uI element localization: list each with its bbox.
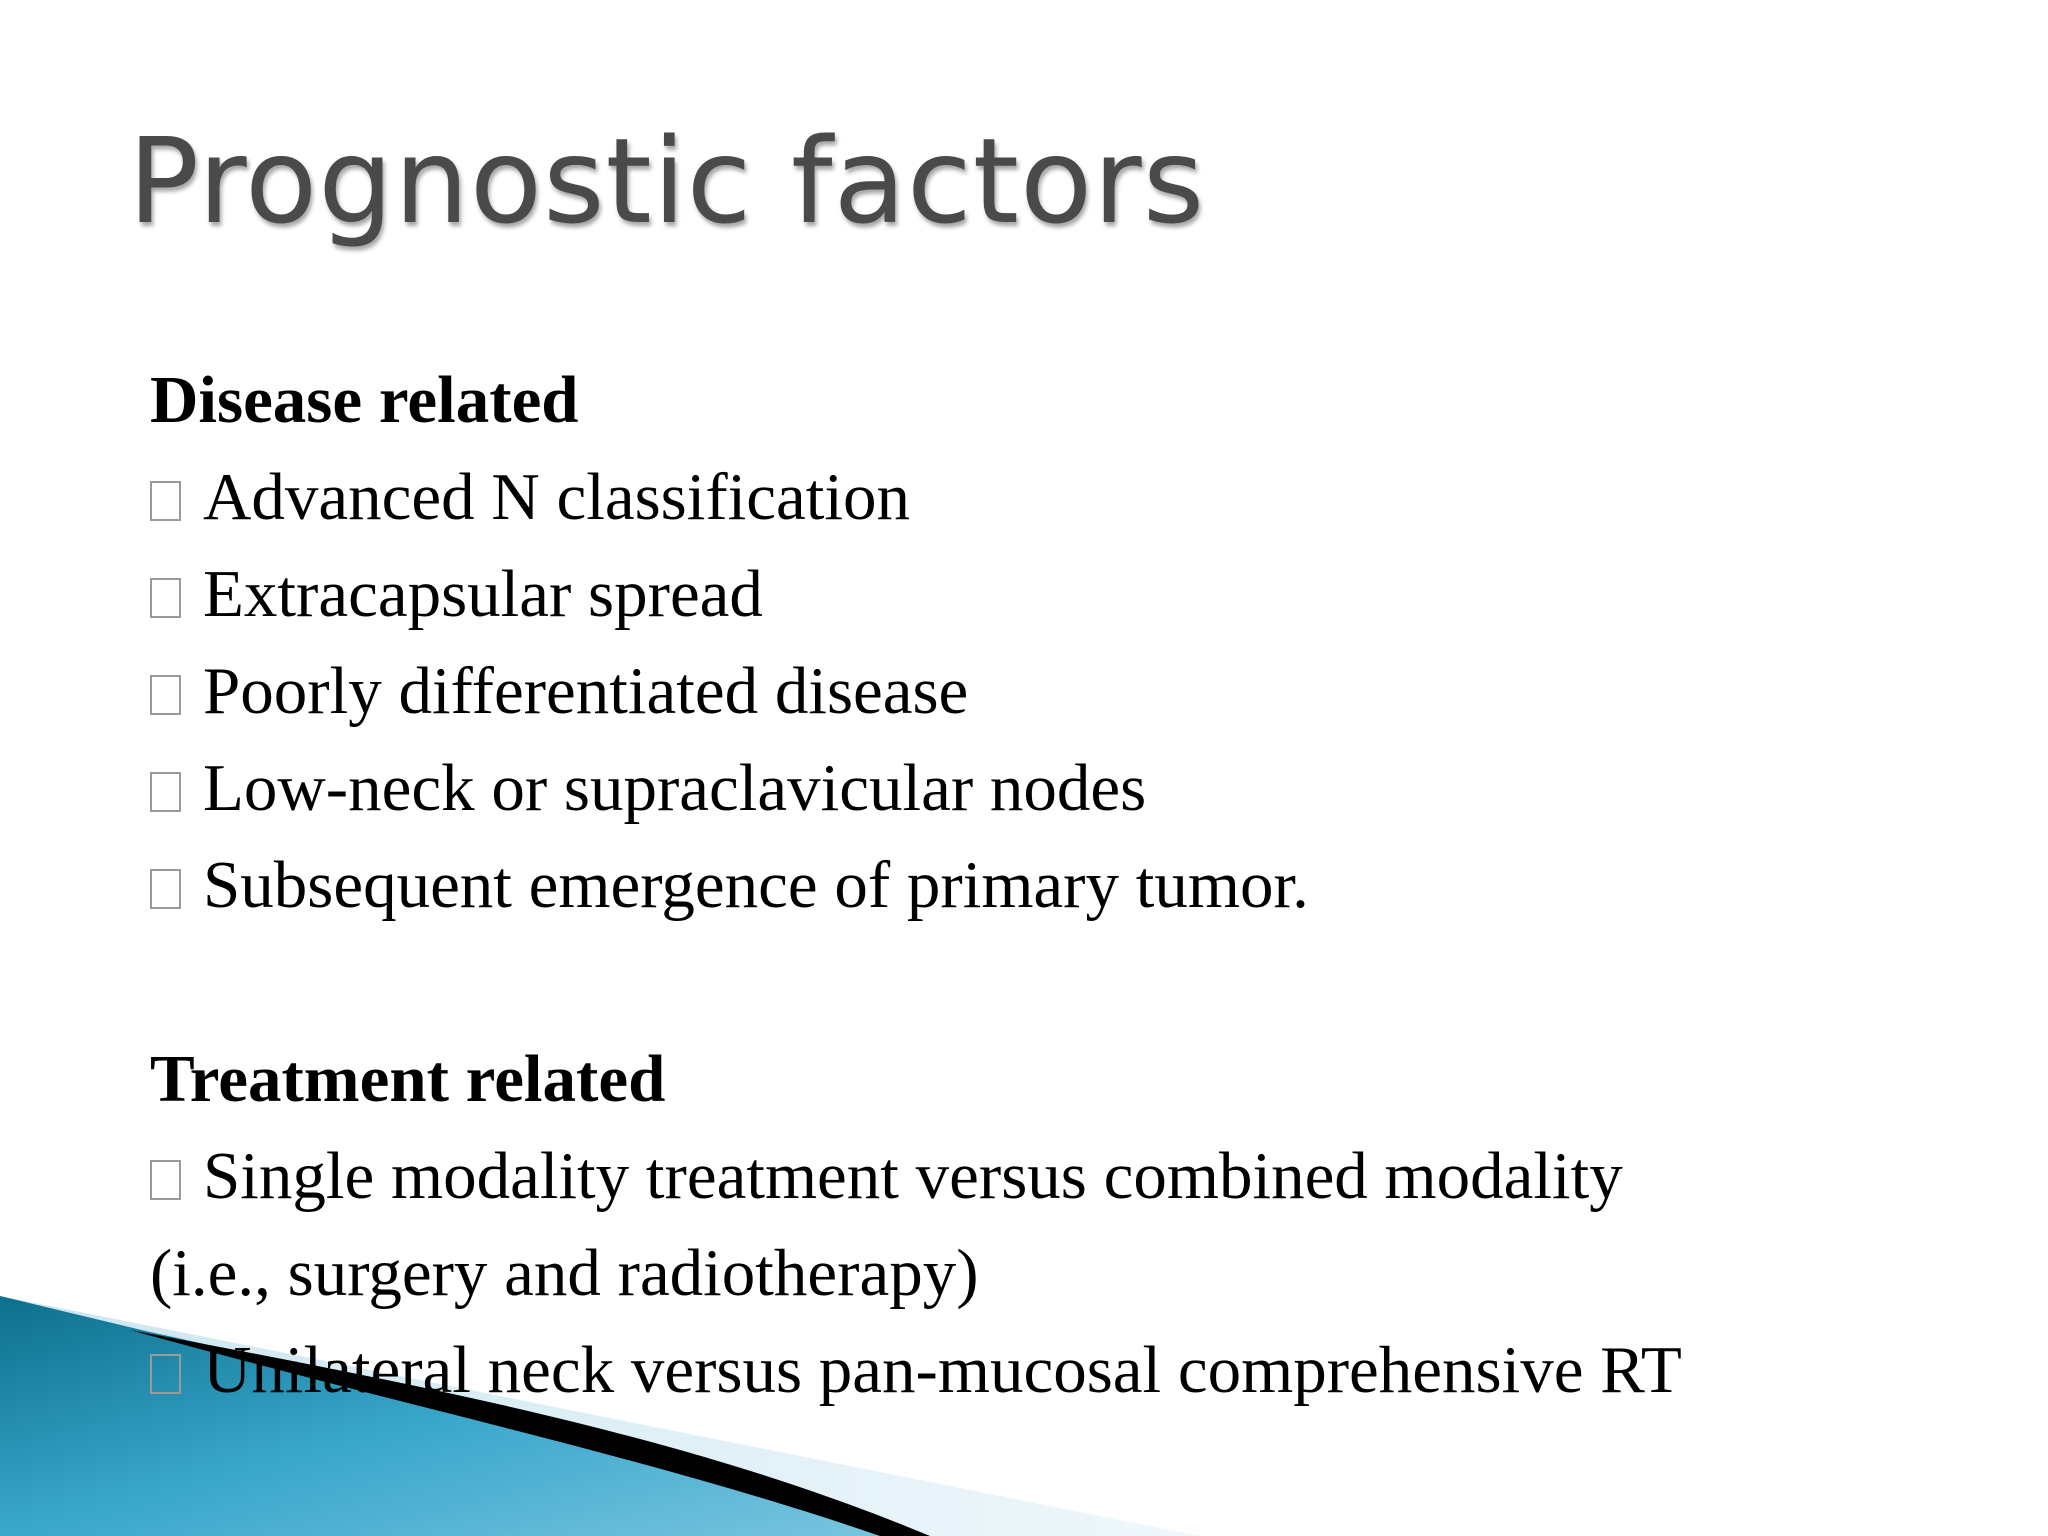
- list-item-continuation: (i.e., surgery and radiotherapy): [150, 1236, 979, 1310]
- checkbox-icon: [150, 578, 181, 618]
- slide-title: Prognostic factors: [128, 112, 1206, 250]
- checkbox-icon: [150, 1354, 181, 1394]
- list-item: Subsequent emergence of primary tumor.: [150, 837, 1990, 934]
- list-item: Low-neck or supraclavicular nodes: [150, 740, 1990, 837]
- section-heading-treatment: Treatment related: [150, 1042, 666, 1116]
- list-item: Extracapsular spread: [150, 546, 1990, 643]
- checkbox-icon: [150, 675, 181, 715]
- list-item: Advanced N classification: [150, 449, 1990, 546]
- checkbox-icon: [150, 1160, 181, 1200]
- checkbox-icon: [150, 869, 181, 909]
- list-item: Single modality treatment versus combined modality: [150, 1128, 1990, 1225]
- list-item: Poorly differentiated disease: [150, 643, 1990, 740]
- checkbox-icon: [150, 772, 181, 812]
- section-heading-disease: Disease related: [150, 363, 579, 437]
- section-spacer: [150, 934, 1990, 1031]
- slide-body: [150, 352, 1990, 1419]
- checkbox-icon: [150, 481, 181, 521]
- list-item: Unilateral neck versus pan-mucosal comprehensive RT: [150, 1322, 1990, 1419]
